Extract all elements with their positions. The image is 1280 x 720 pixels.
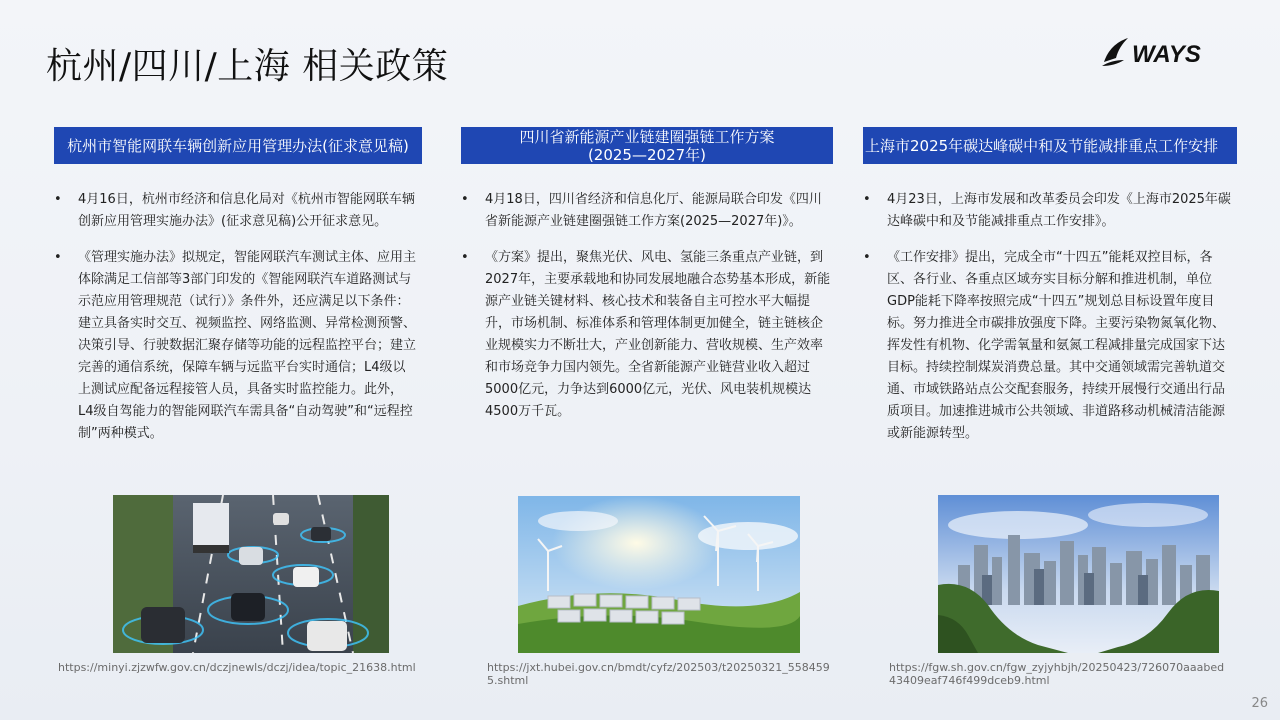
page-number: 26 (1251, 696, 1268, 711)
source-url[interactable]: https://minyi.zjzwfw.gov.cn/dczjnewls/dczj/idea/topic_21638.html (58, 661, 416, 674)
column-header: 四川省新能源产业链建圈强链工作方案 (2025—2027年) (461, 127, 833, 164)
autonomous-traffic-photo (113, 495, 389, 653)
bullet-item: • 4月18日，四川省经济和信息化厅、能源局联合印发《四川省新能源产业链建圈强链工作方案(2025—2027年)》。 (461, 189, 831, 233)
wind-turbine-photo (518, 496, 800, 653)
source-url[interactable]: https://fgw.sh.gov.cn/fgw_zyjyhbjh/20250423/726070aaabed43409eaf746f499dceb9.html (889, 661, 1225, 687)
bullet-list (54, 189, 416, 445)
ways-logo (1098, 32, 1218, 72)
column-sichuan (461, 127, 833, 437)
svg-text:WAYS: WAYS (1132, 41, 1201, 68)
bullet-list (863, 189, 1237, 445)
column-shanghai (863, 127, 1237, 459)
ways-logo-icon (1098, 32, 1218, 72)
bullet-item: • 《方案》提出，聚焦光伏、风电、氢能三条重点产业链，到2027年，主要承载地和协同发展地融合态势基本形成，新能源产业链关键材料、核心技术和装备自主可控水平大幅提升，市场机制、标准体系和管理体制更加健全，链主链核企业规模实力不断壮大，产业创新能力、营收规模、生产效率和市场竞争力国内领先。全省新能源产业链营业收入超过5000亿元，力争达到6000亿元，光伏、风电装机规模达4500万千瓦。 (461, 247, 831, 423)
city-skyline-photo (938, 495, 1219, 653)
bullet-item: • 4月23日，上海市发展和改革委员会印发《上海市2025年碳达峰碳中和及节能减排重点工作安排》。 (863, 189, 1237, 233)
column-header: 杭州市智能网联车辆创新应用管理办法(征求意见稿) (54, 127, 422, 164)
source-url[interactable]: https://jxt.hubei.gov.cn/bmdt/cyfz/202503/t20250321_5584595.shtml (487, 661, 830, 687)
page-title: 杭州/四川/上海 相关政策 (46, 46, 449, 87)
column-header: 上海市2025年碳达峰碳中和及节能减排重点工作安排 (863, 127, 1237, 164)
bullet-item: • 《管理实施办法》拟规定，智能网联汽车测试主体、应用主体除满足工信部等3部门印发的《智能网联汽车道路测试与示范应用管理规范（试行）》条件外，还应满足以下条件：建立具备实时交互、视频监控、网络监测、异常检测预警、决策引导、行驶数据汇聚存储等功能的远程监控平台；建立完善的通信系统，保障车辆与远监平台实时通信；L4级以上测试应配备远程接管人员，具备实时监控能力。此外，L4级自驾能力的智能网联汽车需具备“自动驾驶”和“远程控制”两种模式。 (54, 247, 416, 445)
bullet-list (461, 189, 831, 423)
column-hangzhou (54, 127, 424, 459)
bullet-item: • 《工作安排》提出，完成全市“十四五”能耗双控目标，各区、各行业、各重点区域夯实目标分解和推进机制，单位GDP能耗下降率按照完成“十四五”规划总目标设置年度目标。努力推进全市碳排放强度下降。主要污染物氮氧化物、挥发性有机物、化学需氧量和氨氮工程减排量完成国家下达目标。持续控制煤炭消费总量。其中交通领域需完善轨道交通、市域铁路站点公交配套服务，持续开展慢行交通出行品质项目。加速推进城市公共领域、非道路移动机械清洁能源或新能源转型。 (863, 247, 1237, 445)
bullet-item: • 4月16日，杭州市经济和信息化局对《杭州市智能网联车辆创新应用管理实施办法》(征求意见稿)公开征求意见。 (54, 189, 416, 233)
